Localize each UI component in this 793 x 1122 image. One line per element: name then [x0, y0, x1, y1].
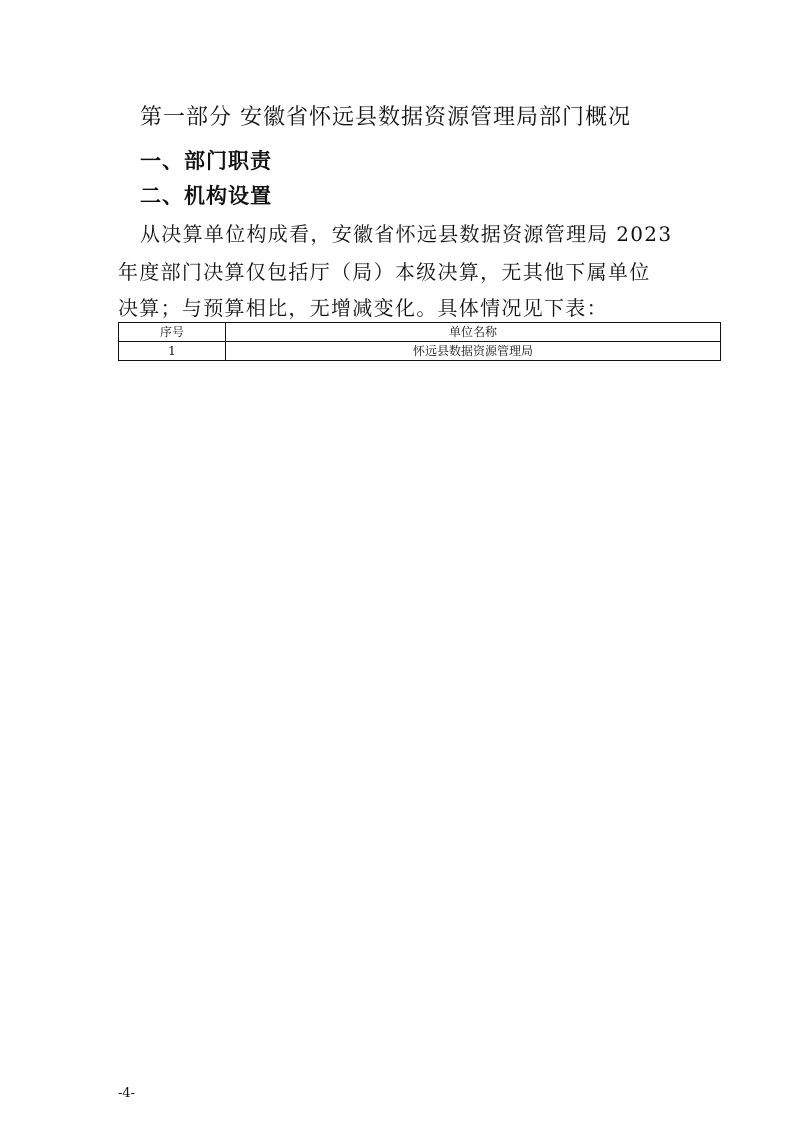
page-number: -4-	[118, 1086, 136, 1101]
paragraph-line: 从决算单位构成看，安徽省怀远县数据资源管理局 2023	[140, 222, 673, 246]
table-header-cell-no: 序号	[119, 323, 226, 342]
table-cell-name: 怀远县数据资源管理局	[226, 342, 721, 361]
table-row	[119, 342, 721, 361]
table-cell-no: 1	[119, 342, 226, 361]
paragraph-line: 年度部门决算仅包括厅（局）本级决算，无其他下属单位	[118, 260, 651, 284]
section-heading-responsibilities: 一、部门职责	[140, 149, 272, 173]
table-header-cell-name: 单位名称	[226, 323, 721, 342]
section-heading-organization: 二、机构设置	[140, 184, 272, 208]
table-header-row	[119, 323, 721, 342]
paragraph-line: 决算；与预算相比，无增减变化。具体情况见下表：	[118, 296, 608, 320]
unit-table	[118, 322, 721, 361]
page-title: 第一部分 安徽省怀远县数据资源管理局部门概况	[140, 105, 631, 130]
